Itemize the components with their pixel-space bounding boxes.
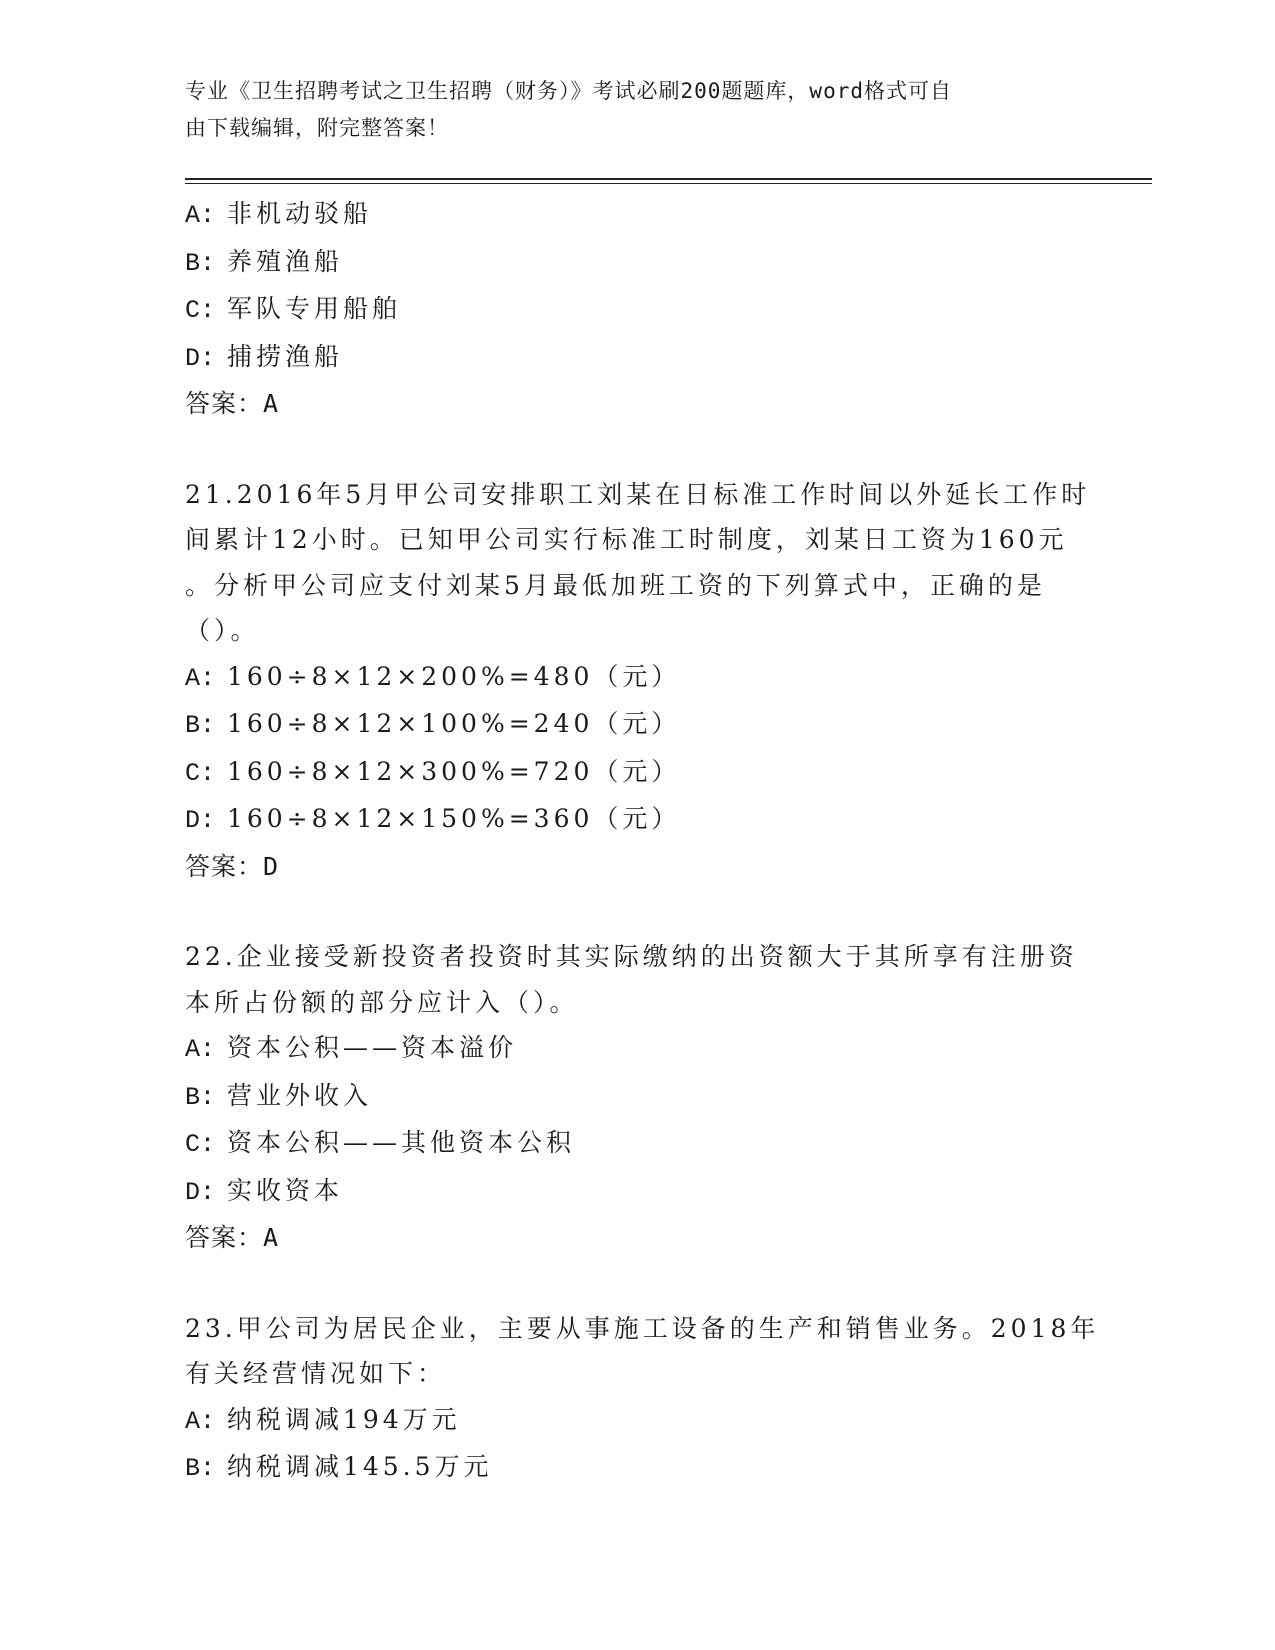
option-d: D: 捕捞渔船 [185,341,343,373]
header-line-1: 专业《卫生招聘考试之卫生招聘（财务）》考试必刷200题题库，word格式可自 [185,79,952,103]
answer-line: 答案：A [185,389,280,418]
question-stem-line: （）。 [185,616,260,645]
question-23 [185,1306,1100,1492]
option-c: C: 160÷8×12×300%=720（元） [185,756,681,788]
question-list [185,191,1100,1492]
question-stem-line: 22.企业接受新投资者投资时其实际缴纳的出资额大于其所享有注册资 [185,942,1078,971]
option-a: A: 非机动驳船 [185,199,372,230]
question-stem-line: 23.甲公司为居民企业，主要从事施工设备的生产和销售业务。2018年 [185,1313,1100,1343]
answer-line: 答案：D [185,851,280,881]
question-22 [185,934,1085,1261]
header-line-2: 由下载编辑，附完整答案！ [185,116,449,140]
option-c: C: 军队专用船舶 [185,294,401,325]
option-b: B: 160÷8×12×100%=240（元） [185,709,681,740]
header-divider-thin [185,183,1152,184]
option-d: D: 160÷8×12×150%=360（元） [185,804,681,835]
question-stem-line: 本所占份额的部分应计入（）。 [185,987,579,1017]
option-b: B: 养殖渔船 [185,246,343,278]
option-b: B: 营业外收入 [185,1080,372,1112]
document-header [185,73,1075,147]
question-stem-line: 。分析甲公司应支付刘某5月最低加班工资的下列算式中，正确的是 [185,570,1046,600]
question-20 [185,191,1085,427]
spacer [185,889,1085,934]
question-stem-line: 有关经营情况如下： [185,1359,447,1388]
spacer [185,1261,1085,1306]
question-stem-line: 21.2016年5月甲公司安排职工刘某在日标准工作时间以外延长工作时 [185,479,1091,509]
option-b: B: 纳税调减145.5万元 [185,1452,493,1483]
option-a: A: 资本公积——资本溢价 [185,1033,517,1064]
option-a: A: 160÷8×12×200%=480（元） [185,661,681,693]
answer-line: 答案：A [185,1223,280,1252]
option-a: A: 纳税调减194万元 [185,1404,461,1436]
question-21 [185,472,1091,890]
option-c: C: 资本公积——其他资本公积 [185,1128,575,1159]
option-d: D: 实收资本 [185,1175,343,1207]
spacer [185,427,1085,472]
question-stem-line: 间累计12小时。已知甲公司实行标准工时制度，刘某日工资为160元 [185,525,1068,554]
header-divider-thick [185,178,1152,180]
